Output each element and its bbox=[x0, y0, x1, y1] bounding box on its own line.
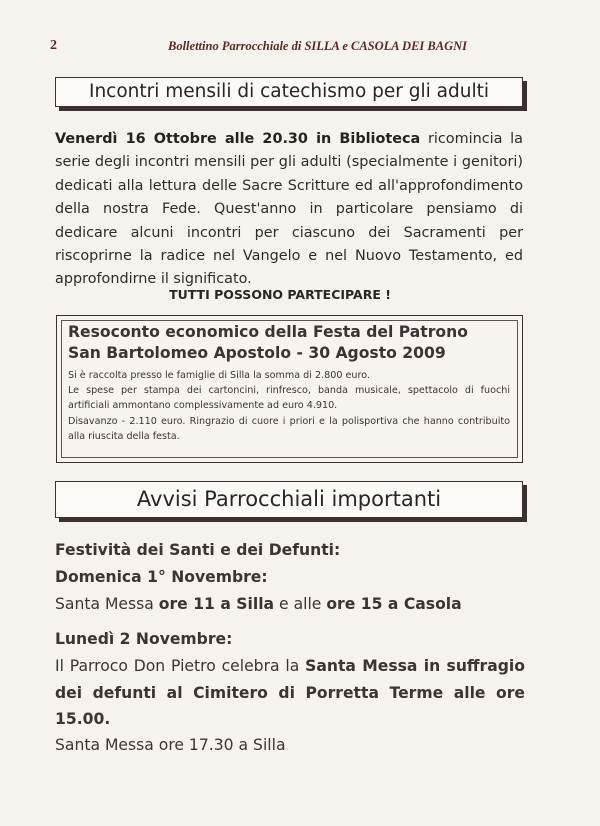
sunday-mass-prefix: Santa Messa bbox=[55, 595, 159, 613]
report-expenses: Le spese per stampa dei cartoncini, rinfresco, banda musicale, spettacolo di fuochi artificiali ammontano complessivamente ad euro 4.910. bbox=[68, 385, 510, 412]
all-can-join-notice: TUTTI POSSONO PARTECIPARE ! bbox=[169, 287, 391, 302]
catechism-date-place: Venerdì 16 Ottobre alle 20.30 in Biblioteca bbox=[55, 131, 421, 147]
festival-report-box bbox=[56, 315, 523, 463]
festival-report-title bbox=[68, 322, 508, 364]
monday-heading: Lunedì 2 Novembre: bbox=[55, 630, 233, 648]
sunday-mass-silla: ore 11 a Silla bbox=[158, 595, 275, 613]
page-number: 2 bbox=[50, 38, 57, 53]
notices-title-box bbox=[55, 481, 523, 518]
feast-heading: Festività dei Santi e dei Defunti: bbox=[55, 541, 341, 559]
report-deficit-thanks: Disavanzo - 2.110 euro. Ringrazio di cuore i priori e la polisportiva che hanno contribuito alla riuscita della festa. bbox=[68, 415, 510, 442]
sunday-mass-connector: e alle bbox=[274, 595, 327, 613]
catechism-title-box bbox=[55, 77, 523, 107]
monday-celebration bbox=[55, 653, 525, 733]
sunday-masses bbox=[55, 595, 462, 613]
monday-silla-mass: Santa Messa ore 17.30 a Silla bbox=[55, 736, 286, 754]
report-collected-sum: Si è raccolta presso le famiglie di Silla la somma di 2.800 euro. bbox=[68, 370, 370, 381]
sunday-heading: Domenica 1° Novembre: bbox=[55, 568, 268, 586]
festival-report-title-line1: Resoconto economico della Festa del Patrono bbox=[68, 323, 468, 341]
catechism-body: ricomincia la serie degli incontri mensili per gli adulti (specialmente i genitori) dedicati alla lettura delle Sacre Scritture ed all'approfondimento della nostra Fede. Quest'anno in particolare pensiamo di dedicare alcuni incontri per ciascuno dei Sacramenti per riscoprirne la radice nel Vangelo e nel Nuovo Testamento, ed approfondirne il significato. bbox=[55, 131, 524, 288]
notices-title: Avvisi Parrocchiali importanti bbox=[136, 487, 442, 511]
festival-report-title-line2: San Bartolomeo Apostolo - 30 Agosto 2009 bbox=[68, 344, 446, 362]
monday-celebration-prefix: Il Parroco Don Pietro celebra la bbox=[55, 657, 306, 675]
catechism-paragraph bbox=[55, 128, 523, 292]
festival-report-text bbox=[68, 368, 510, 444]
monday-celebration-details: Santa Messa in suffragio dei defunti al Cimitero di Porretta Terme alle ore 15.00. bbox=[55, 657, 525, 728]
bulletin-running-header: Bollettino Parrocchiale di SILLA e CASOLA DEI BAGNI bbox=[168, 39, 467, 53]
sunday-mass-casola: ore 15 a Casola bbox=[326, 595, 462, 613]
catechism-title: Incontri mensili di catechismo per gli adulti bbox=[89, 81, 489, 102]
